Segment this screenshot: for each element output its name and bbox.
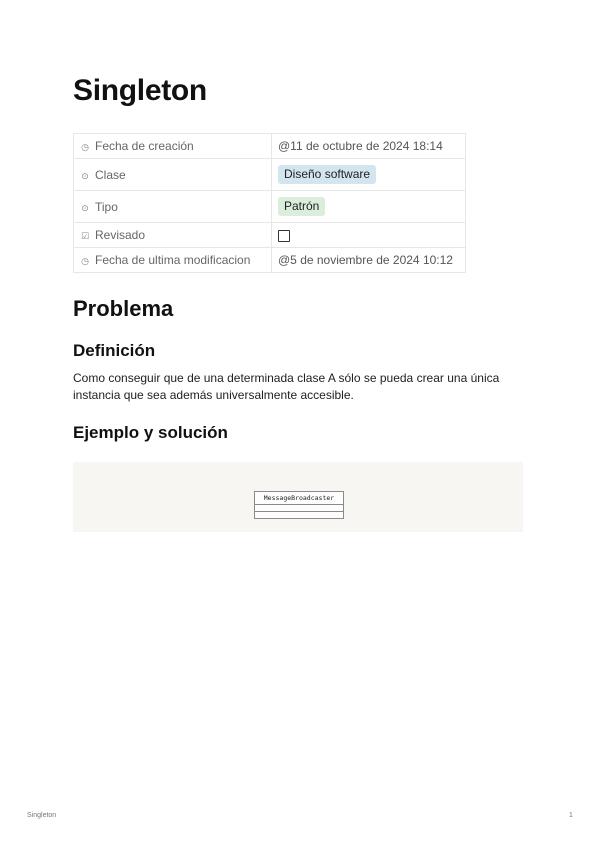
uml-class-box: [254, 491, 344, 519]
uml-attributes-compartment: [255, 505, 343, 512]
property-value[interactable]: @5 de noviembre de 2024 10:12: [272, 248, 466, 273]
select-icon: ⊙: [81, 202, 89, 213]
clase-tag[interactable]: Diseño software: [278, 165, 376, 184]
uml-diagram-image: [73, 462, 523, 532]
property-row-fecha-modificacion: [74, 248, 466, 273]
page-number: 1: [569, 812, 573, 819]
heading-ejemplo: Ejemplo y solución: [73, 423, 228, 442]
clock-icon: ◷: [81, 256, 89, 266]
heading-problema: Problema: [73, 296, 174, 321]
select-icon: ⊙: [81, 170, 89, 181]
uml-class-name: MessageBroadcaster: [255, 492, 343, 505]
property-value[interactable]: @11 de octubre de 2024 18:14: [272, 134, 466, 159]
revisado-checkbox[interactable]: [278, 230, 290, 242]
heading-definicion: Definición: [73, 341, 156, 360]
property-row-tipo: [74, 191, 466, 223]
property-row-fecha-creacion: [74, 134, 466, 159]
uml-operations-compartment: [255, 512, 343, 518]
property-label: Fecha de creación: [95, 139, 194, 153]
clock-icon: ◷: [81, 142, 89, 152]
property-label: Revisado: [95, 228, 146, 242]
property-label: Clase: [95, 167, 126, 182]
property-row-revisado: [74, 223, 466, 248]
footer-title: Singleton: [27, 812, 57, 819]
property-row-clase: [74, 159, 466, 191]
tipo-tag[interactable]: Patrón: [278, 197, 325, 216]
checkbox-icon: ☑: [80, 231, 90, 241]
properties-table: [73, 133, 466, 273]
definicion-paragraph: Como conseguir que de una determinada clase A sólo se pueda crear una única instancia que sea además universalmente accesible.: [73, 371, 500, 402]
property-label: Fecha de ultima modificacion: [95, 253, 251, 267]
page-title: Singleton: [73, 74, 207, 107]
property-label: Tipo: [95, 199, 118, 214]
